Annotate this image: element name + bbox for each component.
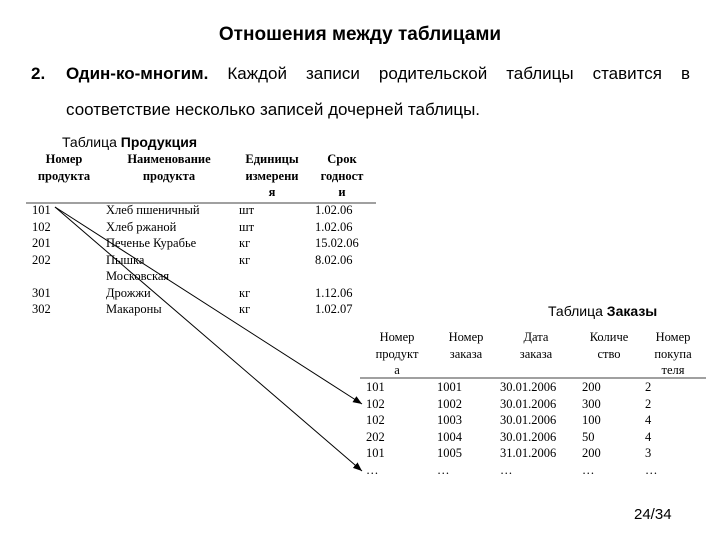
table-cell: 202	[366, 429, 385, 444]
table-cell: 1.02.06	[315, 219, 353, 234]
table-cell: 1001	[437, 380, 462, 394]
table-cell: …	[366, 462, 379, 477]
header-line: продукта	[142, 168, 196, 183]
table-cell: Хлеб ржаной	[106, 219, 177, 234]
header-line: Номер	[448, 330, 484, 344]
header-line: измерени	[245, 168, 299, 183]
header-line: Номер	[379, 330, 415, 344]
orders-caption-name: Заказы	[606, 303, 658, 319]
header-line: Наименование	[127, 152, 211, 166]
table-cell: 101	[32, 203, 51, 217]
point-text-line-2: соответствие несколько записей дочерней таблицы.	[66, 100, 481, 119]
header-line: Срок	[327, 152, 357, 166]
table-cell: шт	[239, 203, 255, 217]
table-cell: Пышка	[106, 252, 145, 267]
header-line: Количе	[589, 330, 629, 344]
header-line: а	[394, 363, 400, 377]
table-cell: …	[645, 462, 658, 477]
table-cell: 8.02.06	[315, 252, 353, 267]
table-cell: 202	[32, 252, 51, 267]
table-cell: Хлеб пшеничный	[106, 203, 200, 217]
table-cell: 200	[582, 380, 601, 394]
table-cell: …	[582, 462, 595, 477]
table-cell: 30.01.2006	[500, 429, 557, 444]
table-cell: 301	[32, 285, 51, 300]
header-line: Номер	[45, 152, 83, 166]
header-line: продукт	[375, 346, 419, 361]
table-cell: 3	[645, 446, 652, 460]
table-cell: 4	[645, 413, 652, 427]
table-cell: Печенье Курабье	[106, 236, 197, 250]
header-line: заказа	[449, 346, 483, 361]
table-cell: 101	[366, 446, 385, 460]
table-cell: 102	[366, 396, 385, 411]
products-caption-prefix: Таблица	[62, 134, 121, 150]
header-line: Дата	[523, 330, 549, 344]
table-cell: 102	[32, 219, 51, 234]
header-line: теля	[661, 363, 685, 377]
header-line: покупа	[654, 346, 692, 361]
point-term: Один-ко-многим.	[66, 64, 209, 83]
table-cell: Дрожжи	[106, 285, 151, 300]
table-cell: 100	[582, 413, 601, 427]
header-line: продукта	[37, 168, 91, 183]
table-cell: 300	[582, 396, 601, 411]
table-cell: Московская	[106, 269, 170, 283]
table-cell: 1.12.06	[315, 285, 353, 300]
table-cell: шт	[239, 219, 255, 234]
table-cell: 1005	[437, 446, 462, 460]
table-cell: кг	[239, 285, 251, 300]
table-cell: кг	[239, 236, 251, 250]
header-line: ство	[597, 346, 621, 361]
table-cell: 2	[645, 380, 652, 394]
table-cell: 102	[366, 413, 385, 427]
table-cell: 4	[645, 429, 652, 444]
table-cell: …	[500, 462, 513, 477]
table-cell: кг	[239, 302, 251, 316]
header-line: Номер	[655, 330, 691, 344]
table-cell: 30.01.2006	[500, 396, 557, 411]
table-cell: 50	[582, 429, 595, 444]
table-cell: …	[437, 462, 450, 477]
table-cell: 30.01.2006	[500, 380, 557, 394]
arrow-101-second	[55, 207, 362, 471]
table-cell: 1003	[437, 413, 462, 427]
table-cell: 15.02.06	[315, 236, 359, 250]
table-cell: 31.01.2006	[500, 446, 557, 460]
table-cell: 2	[645, 396, 652, 411]
table-cell: 1004	[437, 429, 462, 444]
table-cell: 201	[32, 236, 51, 250]
table-cell: 1.02.06	[315, 203, 353, 217]
header-line: и	[338, 185, 346, 199]
page-number: 24/34	[634, 506, 672, 523]
table-cell: кг	[239, 252, 251, 267]
header-line: годност	[320, 168, 364, 183]
arrow-101-first	[55, 207, 362, 404]
header-line: заказа	[519, 346, 553, 361]
table-cell: 101	[366, 380, 385, 394]
table-cell: 200	[582, 446, 601, 460]
table-cell: 30.01.2006	[500, 413, 557, 427]
table-cell: 302	[32, 302, 51, 316]
header-line: Единицы	[245, 152, 299, 166]
orders-caption-prefix: Таблица	[548, 303, 607, 319]
point-text-rest: Каждой записи родительской таблицы ставится в	[208, 64, 690, 83]
header-line: я	[268, 185, 276, 199]
table-cell: 1.02.07	[315, 302, 353, 316]
table-cell: Макароны	[106, 302, 162, 316]
point-number: 2.	[31, 64, 46, 83]
slide-title: Отношения между таблицами	[218, 24, 502, 45]
table-cell: 1002	[437, 396, 462, 411]
products-caption-name: Продукция	[120, 134, 198, 150]
